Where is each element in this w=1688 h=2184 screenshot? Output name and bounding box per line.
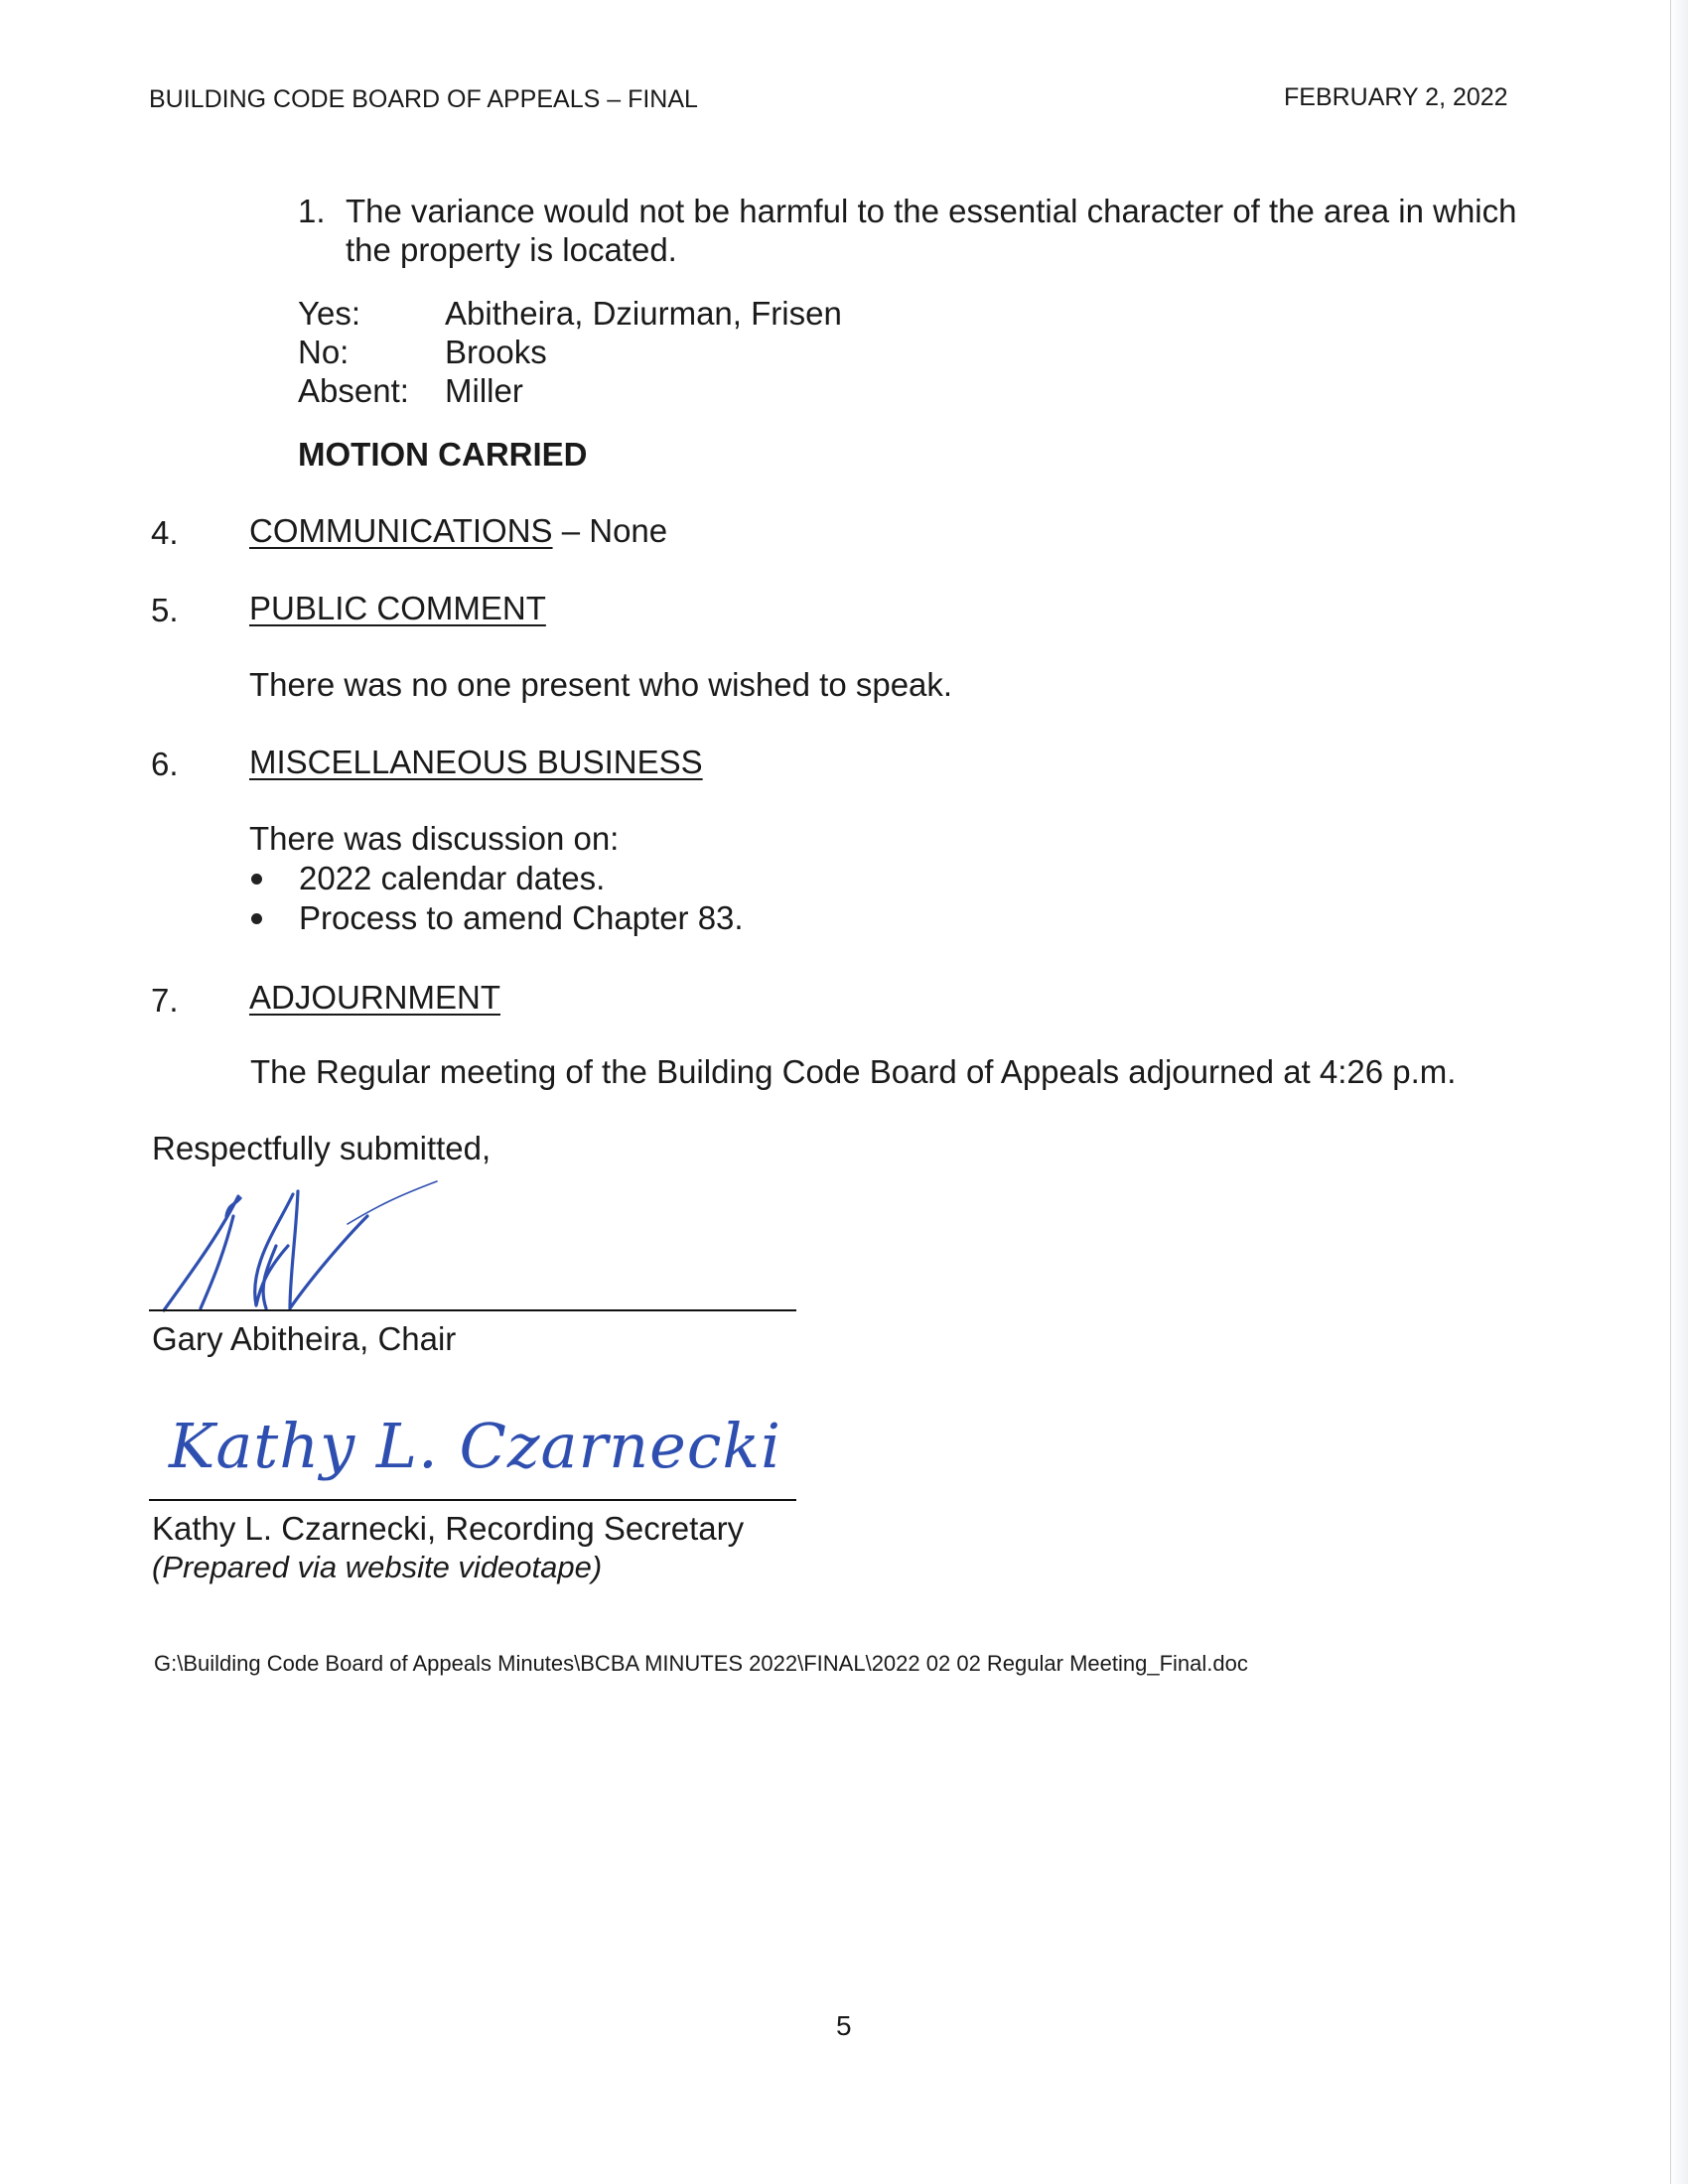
page-edge-line (1670, 0, 1671, 2184)
item-text-line1: The variance would not be harmful to the essential character of the area in which (346, 193, 1517, 229)
chair-name: Gary Abitheira, Chair (152, 1320, 457, 1357)
section-number: 7. (151, 982, 179, 1019)
item-number: 1. (298, 193, 326, 229)
page-number: 5 (836, 2010, 852, 2041)
vote-yes-value: Abitheira, Dziurman, Frisen (445, 295, 842, 332)
motion-result: MOTION CARRIED (298, 436, 588, 473)
header-date: FEBRUARY 2, 2022 (1284, 83, 1508, 111)
vote-yes-label: Yes: (298, 295, 361, 332)
vote-no-value: Brooks (445, 334, 547, 370)
secretary-name: Kathy L. Czarnecki, Recording Secretary (152, 1510, 745, 1547)
misc-bullet-1: 2022 calendar dates. (299, 860, 606, 896)
public-comment-title: PUBLIC COMMENT (249, 590, 546, 626)
header-left: BUILDING CODE BOARD OF APPEALS – FINAL (149, 85, 698, 113)
public-comment-text: There was no one present who wished to speak. (249, 666, 953, 703)
section-number: 6. (151, 746, 179, 782)
item-text-line2: the property is located. (346, 231, 677, 268)
adjournment-title: ADJOURNMENT (249, 979, 500, 1016)
section-number: 4. (151, 514, 179, 551)
vote-absent-label: Absent: (298, 372, 409, 409)
communications-suffix: – None (552, 512, 668, 549)
vote-absent-value: Miller (445, 372, 523, 409)
secretary-signature: Kathy L. Czarnecki (169, 1410, 781, 1482)
chair-signature-line (149, 1309, 796, 1311)
communications-heading (249, 512, 667, 550)
secretary-note: (Prepared via website videotape) (152, 1550, 603, 1584)
adjournment-text: The Regular meeting of the Building Code Board of Appeals adjourned at 4:26 p.m. (250, 1053, 1457, 1090)
closing-text: Respectfully submitted, (152, 1130, 492, 1166)
bullet-dot (251, 913, 262, 924)
secretary-signature-line (149, 1499, 796, 1501)
file-path: G:\Building Code Board of Appeals Minutes\BCBA MINUTES 2022\FINAL\2022 02 02 Regular Meeting_Final.doc (154, 1651, 1248, 1676)
misc-bullet-2: Process to amend Chapter 83. (299, 899, 744, 936)
misc-intro: There was discussion on: (249, 820, 620, 857)
bullet-dot (251, 874, 262, 885)
communications-title: COMMUNICATIONS (249, 512, 553, 549)
section-number: 5. (151, 592, 179, 628)
misc-title: MISCELLANEOUS BUSINESS (249, 744, 703, 780)
page-edge-shadow (1670, 0, 1688, 2184)
chair-signature (149, 1176, 467, 1315)
vote-no-label: No: (298, 334, 350, 370)
